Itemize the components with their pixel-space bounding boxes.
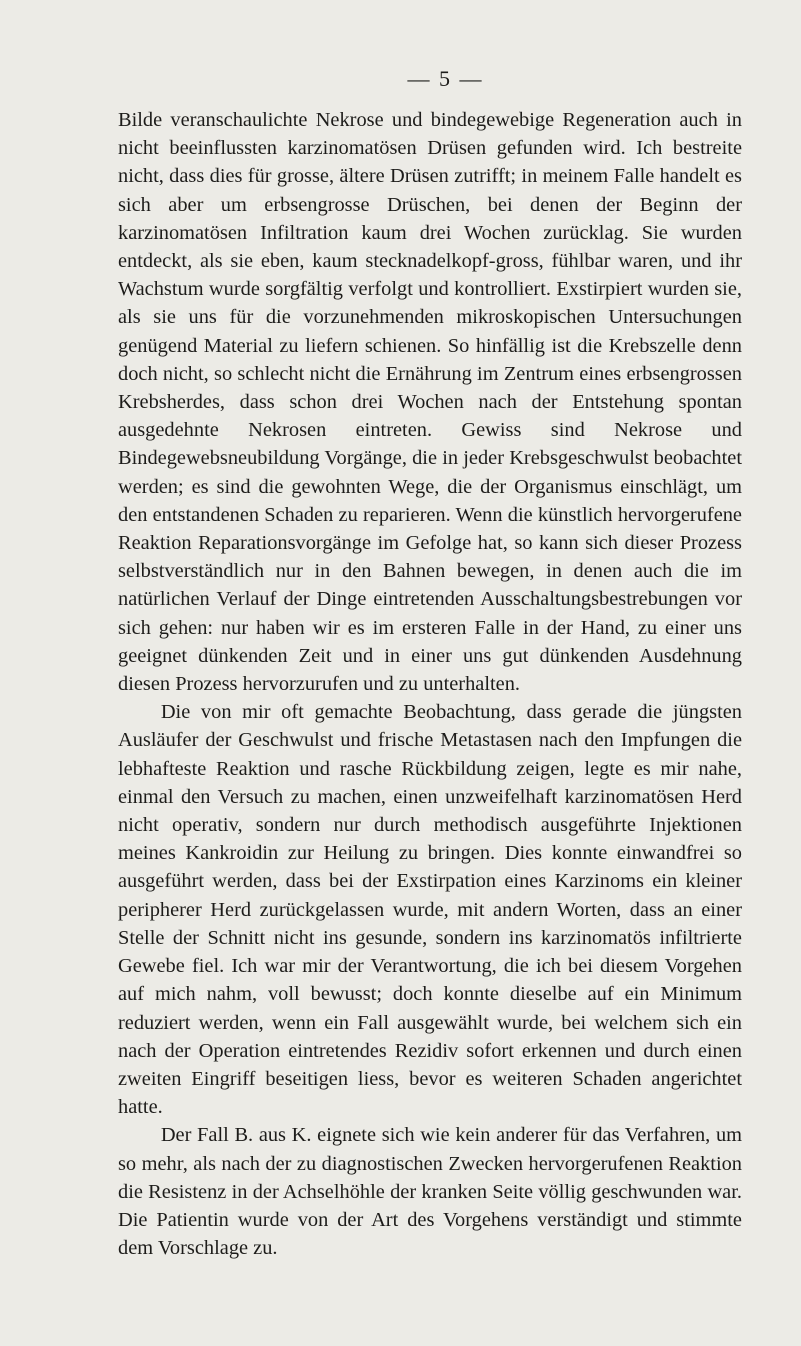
paragraph-2: Die von mir oft gemachte Beobachtung, dass gerade die jüngsten Ausläufer der Geschwulst und frische Metastasen nach den Impfungen die lebhafteste Reaktion und rasche Rückbildung zeigen, legte es mir nahe, einmal den Versuch zu machen, einen unzweifelhaft karzinomatösen Herd nicht operativ, sondern nur durch methodisch ausgeführte Injektionen meines Kankroidin zur Heilung zu bringen. Dies konnte einwandfrei so ausgeführt werden, dass bei der Exstirpation eines Karzinoms ein kleiner peripherer Herd zurückgelassen wurde, mit andern Worten, dass an einer Stelle der Schnitt nicht ins gesunde, sondern ins karzinomatös infiltrierte Gewebe fiel. Ich war mir der Verantwortung, die ich bei diesem Vorgehen auf mich nahm, voll bewusst; doch konnte dieselbe auf ein Minimum reduziert werden, wenn ein Fall ausgewählt wurde, bei welchem sich ein nach der Operation eintretendes Rezidiv sofort erkennen und durch einen zweiten Eingriff beseitigen liess, bevor es weiteren Schaden angerichtet hatte. <box>118 701 742 1119</box>
paragraph-1: Bilde veranschaulichte Nekrose und bindegewebige Regeneration auch in nicht beeinflussten karzinomatösen Drüsen gefunden wird. Ich bestreite nicht, dass dies für grosse, ältere Drüsen zutrifft; in meinem Falle handelt es sich aber um erbsengrosse Drüschen, bei denen der Beginn der karzinomatösen Infiltration kaum drei Wochen zurücklag. Sie wurden entdeckt, als sie eben, kaum stecknadelkopf-gross, fühlbar waren, und ihr Wachstum wurde sorgfältig verfolgt und kontrolliert. Exstirpiert wurden sie, als sie uns für die vorzunehmenden mikroskopischen Untersuchungen genügend Material zu liefern schienen. So hinfällig ist die Krebszelle denn doch nicht, so schlecht nicht die Ernährung im Zentrum eines erbsengrossen Krebsherdes, dass schon drei Wochen nach der Entstehung spontan ausgedehnte Nekrosen eintreten. Gewiss sind Nekrose und Bindegewebsneubildung Vorgänge, die in jeder Krebsgeschwulst beobachtet werden; es sind die gewohnten Wege, die der Organismus einschlägt, um den entstandenen Schaden zu reparieren. Wenn die künstlich hervorgerufene Reaktion Reparationsvorgänge im Gefolge hat, so kann sich dieser Prozess selbstverständlich nur in den Bahnen bewegen, in denen auch die im natürlichen Verlauf der Dinge eintretenden Ausschaltungsbestrebungen vor sich gehen: nur haben wir es im ersteren Falle in der Hand, zu einer uns geeignet dünkenden Zeit und in einer uns gut dünkenden Ausdehnung diesen Prozess hervorzurufen und zu unterhalten. <box>118 109 742 696</box>
page-number: — 5 — <box>407 66 484 91</box>
paragraph-3: Der Fall B. aus K. eignete sich wie kein anderer für das Verfahren, um so mehr, als nach der zu diagnostischen Zwecken hervorgerufenen Reaktion die Resistenz in der Achselhöhle der kranken Seite völlig geschwunden war. Die Patientin wurde von der Art des Vorgehens verständigt und stimmte dem Vorschlage zu. <box>118 1124 742 1260</box>
body-text <box>118 106 742 1262</box>
